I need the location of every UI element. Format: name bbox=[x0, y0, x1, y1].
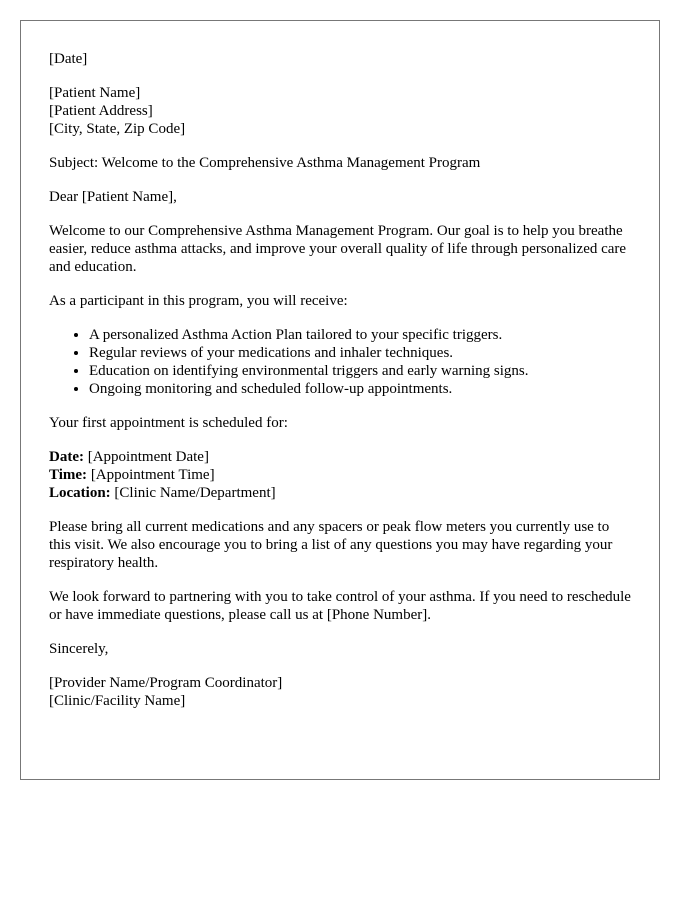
recipient-address: [Patient Address] bbox=[49, 103, 153, 119]
appointment-date-label: Date: bbox=[49, 449, 84, 465]
benefits-lead: As a participant in this program, you will receive: bbox=[49, 293, 348, 309]
recipient-city-state-zip: [City, State, Zip Code] bbox=[49, 121, 186, 137]
appointment-time-label: Time: bbox=[49, 467, 88, 483]
recipient-name: [Patient Name] bbox=[49, 85, 141, 101]
letter-subject: Subject: Welcome to the Comprehensive Asthma Management Program bbox=[49, 155, 481, 171]
recipient-address-block bbox=[49, 84, 631, 138]
letter-salutation: Dear [Patient Name], bbox=[49, 189, 177, 205]
letter-date: [Date] bbox=[49, 51, 88, 67]
closing-paragraph: We look forward to partnering with you to take control of your asthma. If you need to reschedule or have immediate questions, please call us at [Phone Number]. bbox=[49, 589, 631, 623]
intro-paragraph: Welcome to our Comprehensive Asthma Management Program. Our goal is to help you breathe easier, reduce asthma attacks, and improve your overall quality of life through personalized care and education. bbox=[49, 223, 627, 275]
bring-items-paragraph: Please bring all current medications and any spacers or peak flow meters you currently use to this visit. We also encourage you to bring a list of any questions you may have regarding your respiratory health. bbox=[49, 519, 613, 571]
list-item: • Regular reviews of your medications and inhaler techniques. bbox=[89, 344, 631, 362]
signature-name: [Provider Name/Program Coordinator] bbox=[49, 675, 283, 691]
list-item: • Education on identifying environmental triggers and early warning signs. bbox=[89, 362, 631, 380]
appointment-date-value: [Appointment Date] bbox=[83, 449, 209, 465]
signature-facility: [Clinic/Facility Name] bbox=[49, 693, 186, 709]
list-item: • Ongoing monitoring and scheduled follow-up appointments. bbox=[89, 380, 631, 398]
appointment-location-row bbox=[49, 484, 631, 502]
appointment-location-value: [Clinic Name/Department] bbox=[110, 485, 276, 501]
appointment-lead: Your first appointment is scheduled for: bbox=[49, 415, 288, 431]
sign-off: Sincerely, bbox=[49, 641, 109, 657]
benefits-list bbox=[49, 326, 631, 398]
appointment-time-value: [Appointment Time] bbox=[87, 467, 215, 483]
appointment-location-label: Location: bbox=[49, 485, 111, 501]
signature-block bbox=[49, 674, 631, 710]
appointment-date-row bbox=[49, 448, 631, 466]
letter-page bbox=[20, 20, 660, 780]
appointment-details bbox=[49, 448, 631, 502]
appointment-time-row bbox=[49, 466, 631, 484]
list-item: • A personalized Asthma Action Plan tailored to your specific triggers. bbox=[89, 326, 631, 344]
